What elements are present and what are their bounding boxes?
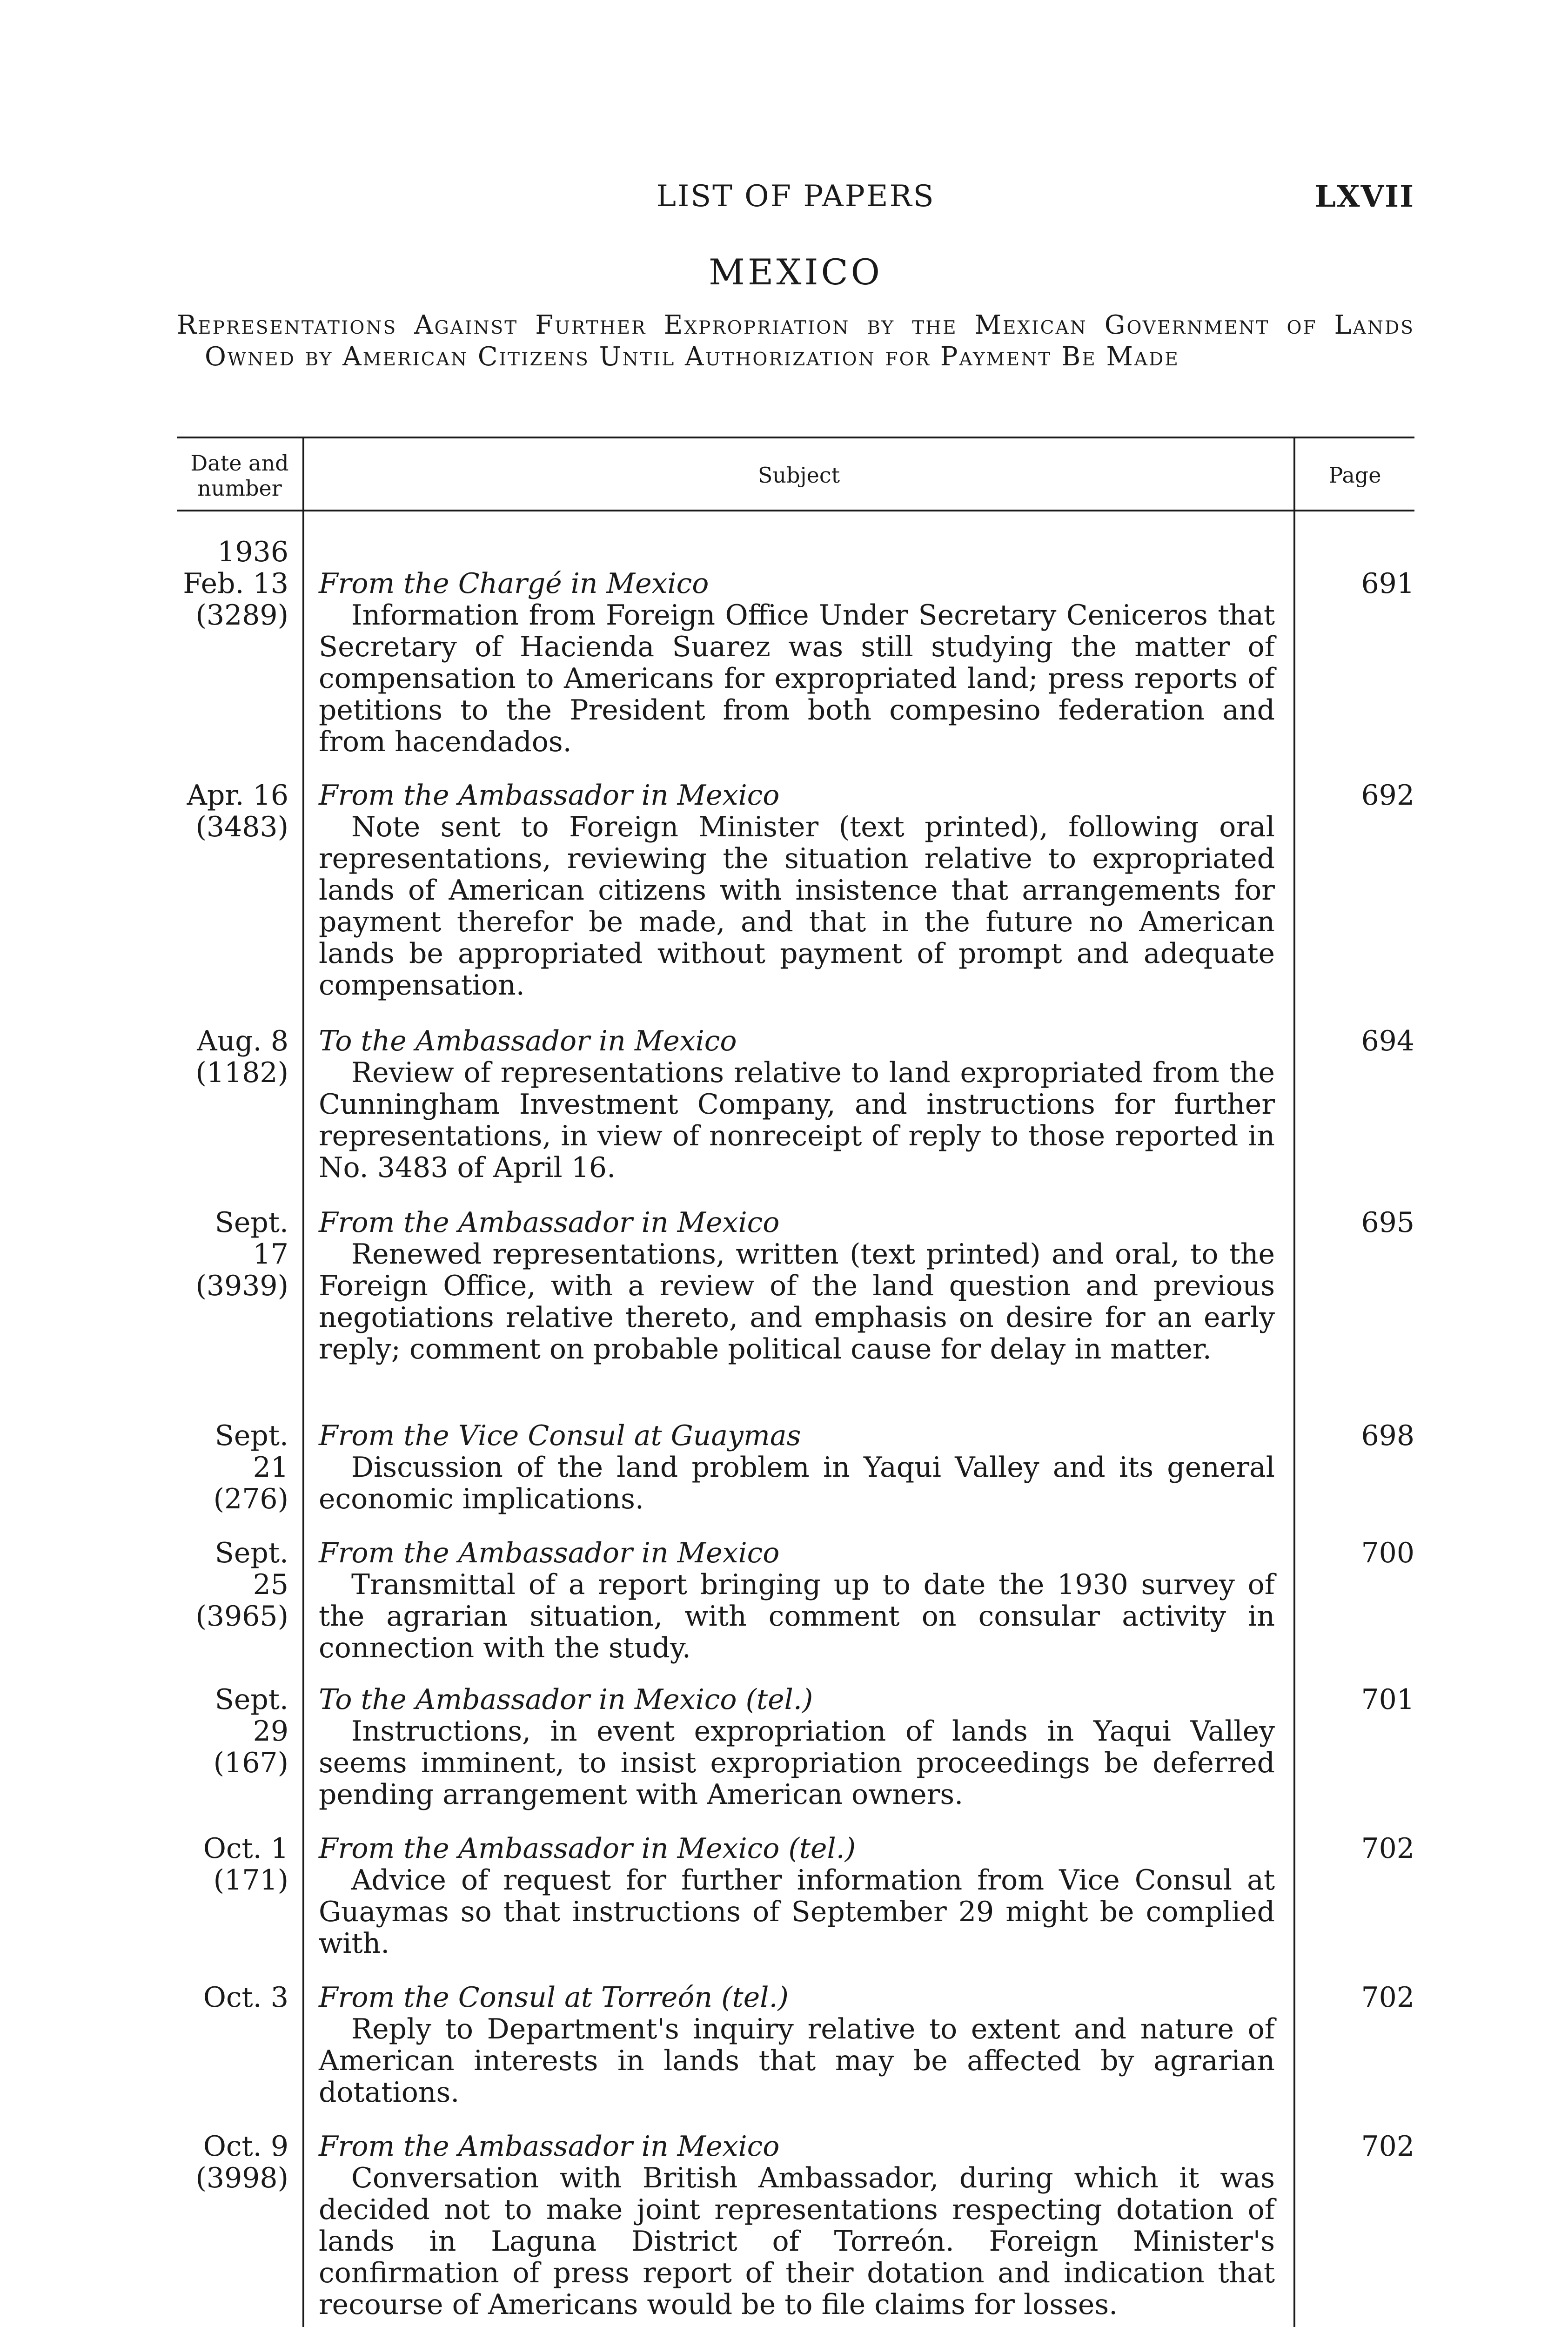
entry-date: Aug. 8 (1182) xyxy=(195,1025,288,1089)
entry-date: Sept. 25 (3965) xyxy=(195,1537,288,1633)
column-header-date: Date and number xyxy=(190,451,289,501)
entry-page: 692 xyxy=(1361,779,1414,812)
entry-page: 702 xyxy=(1361,1981,1414,2014)
entry-sender: From the Ambassador in Mexico xyxy=(319,779,780,812)
entry-sender: From the Consul at Torreón (tel.) xyxy=(319,1981,789,2014)
entry-subject xyxy=(319,780,1275,1001)
entry-sender: From the Chargé in Mexico xyxy=(319,567,709,600)
entry-page: 701 xyxy=(1361,1683,1414,1716)
column-divider xyxy=(1293,437,1295,2327)
entry-page: 698 xyxy=(1361,1419,1414,1452)
entry-date: Sept. 17 (3939) xyxy=(195,1206,288,1302)
entry-subject xyxy=(319,1537,1275,1664)
entry-sender: From the Ambassador in Mexico xyxy=(319,1537,780,1569)
entry-subject xyxy=(319,2131,1275,2320)
entry-body: Transmittal of a report bringing up to date the 1930 survey of the agrarian situation, with comment on consular activity in connection with the study. xyxy=(319,1568,1275,1664)
entry-sender: From the Ambassador in Mexico xyxy=(319,2130,780,2163)
entry-date: Oct. 9 (3998) xyxy=(195,2130,288,2194)
entry-body: Advice of request for further information from Vice Consul at Guaymas so that instructions of September 29 might be complied with. xyxy=(319,1864,1275,1960)
entry-body: Note sent to Foreign Minister (text printed), following oral representations, reviewing the situation relative to expropriated lands of American citizens with insistence that arrangements for payment therefor be made, and that in the future no American lands be appropriated without payment of prompt and adequate compensation. xyxy=(319,811,1275,1002)
entry-body: Review of representations relative to land expropriated from the Cunningham Investment Company, and instructions for further representations, in view of nonreceipt of reply to those reported in No. 3483 of April 16. xyxy=(319,1056,1275,1184)
entry-page: 702 xyxy=(1361,1832,1414,1865)
entry-sender: To the Ambassador in Mexico xyxy=(319,1025,737,1057)
entry-sender: From the Vice Consul at Guaymas xyxy=(319,1419,801,1452)
column-divider xyxy=(302,437,304,2327)
entry-subject xyxy=(319,568,1275,758)
column-header-page: Page xyxy=(1328,463,1381,488)
entry-page: 694 xyxy=(1361,1025,1414,1057)
entry-date: Apr. 16 (3483) xyxy=(187,779,288,843)
table-top-rule xyxy=(177,437,1414,438)
entry-body: Conversation with British Ambassador, during which it was decided not to make joint representations respecting dotation of lands in Laguna District of Torreón. Foreign Minister's confirmation of press report of their dotation and indication that recourse of Americans would be to file claims for losses. xyxy=(319,2162,1275,2321)
entry-date: Oct. 3 xyxy=(203,1981,288,2014)
entry-body: Renewed representations, written (text printed) and oral, to the Foreign Office, with a review of the land question and previous negotiations relative thereto, and emphasis on desire for an early reply; comment on probable political cause for delay in matter. xyxy=(319,1238,1275,1365)
entry-date: Sept. 29 (167) xyxy=(213,1683,288,1779)
papers-table xyxy=(177,437,1414,2327)
entry-date: Oct. 1 (171) xyxy=(203,1832,288,1897)
country-heading: MEXICO xyxy=(709,251,883,293)
table-header-rule xyxy=(177,510,1414,511)
entry-body: Information from Foreign Office Under Secretary Ceniceros that Secretary of Hacienda Suarez was still studying the matter of compensation to Americans for expropriated land; press reports of petitions to the President from both compesino federation and from hacendados. xyxy=(319,599,1275,758)
entry-sender: From the Ambassador in Mexico xyxy=(319,1206,780,1239)
entry-date: Feb. 13 (3289) xyxy=(183,567,288,632)
entry-page: 700 xyxy=(1361,1537,1414,1569)
section-heading: Representations Against Further Expropriation by the Mexican Government of Lands Owned by American Citizens Until Authorization for Payment Be Made xyxy=(177,310,1414,372)
entry-page: 702 xyxy=(1361,2130,1414,2163)
entry-body: Reply to Department's inquiry relative to extent and nature of American interests in lands that may be affected by agrarian dotations. xyxy=(319,2013,1275,2109)
entry-subject xyxy=(319,1025,1275,1184)
entry-subject xyxy=(319,1420,1275,1515)
entry-sender: To the Ambassador in Mexico (tel.) xyxy=(319,1683,813,1716)
column-header-subject: Subject xyxy=(757,463,840,488)
page-number: LXVII xyxy=(1314,179,1414,214)
year-label: 1936 xyxy=(217,536,288,568)
entry-date: Sept. 21 (276) xyxy=(213,1419,288,1515)
entry-page: 691 xyxy=(1361,567,1414,600)
entry-subject xyxy=(319,1982,1275,2108)
entry-subject xyxy=(319,1833,1275,1959)
running-head xyxy=(177,179,1414,216)
entry-body: Instructions, in event expropriation of lands in Yaqui Valley seems imminent, to insist expropriation proceedings be deferred pending arrangement with American owners. xyxy=(319,1715,1275,1811)
entry-body: Discussion of the land problem in Yaqui Valley and its general economic implications. xyxy=(319,1451,1275,1515)
entry-sender: From the Ambassador in Mexico (tel.) xyxy=(319,1832,856,1865)
running-title: LIST OF PAPERS xyxy=(656,179,935,214)
entry-subject xyxy=(319,1207,1275,1365)
entry-page: 695 xyxy=(1361,1206,1414,1239)
entry-subject xyxy=(319,1684,1275,1810)
